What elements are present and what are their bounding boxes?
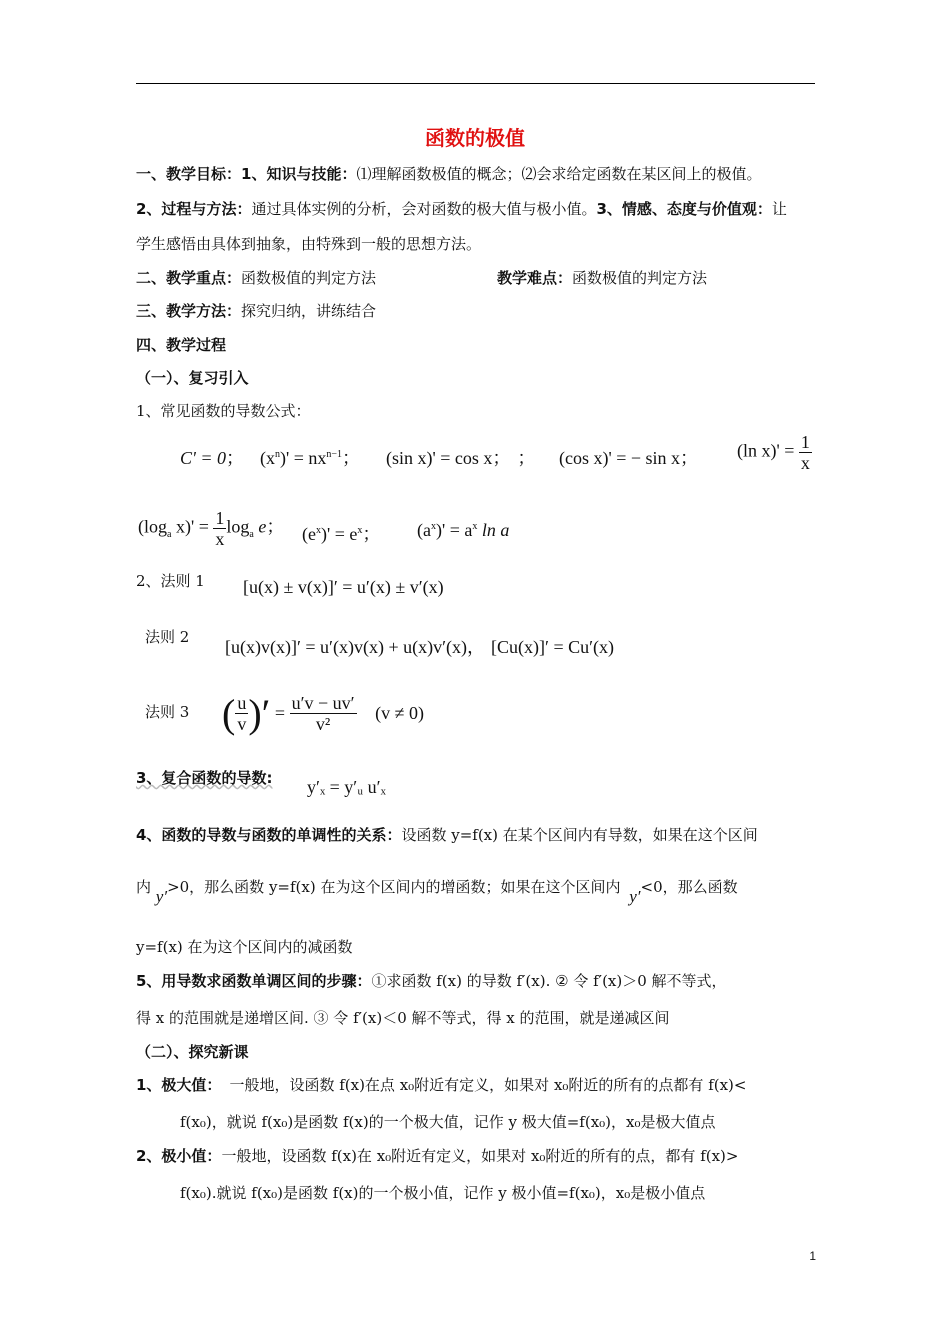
ax-exponent: x [430,521,436,532]
goals-heading: 一、教学目标： [136,165,242,183]
steps-heading: 5、用导数求函数单调区间的步骤： [136,972,372,990]
formula-power [260,444,360,470]
page-number: 1 [809,1249,816,1263]
minimum-text-1: 一般地，设函数 f(x)在 x₀附近有定义，如果对 x₀附近的所有的点，都有 f(x)> [221,1147,739,1165]
monotonic-text-2b: >0，那么函数 y=f(x) 在为这个区间内的增函数；如果在这个区间内 [167,878,621,896]
monotonic-line-1 [136,824,758,845]
log-rhs: log [226,516,250,537]
minimum-line-1 [136,1145,738,1166]
log-rhs-e: e [258,516,267,537]
power-lhs: (x [260,448,275,468]
formula-ln [737,432,812,473]
monotonic-text-2c: <0，那么函数 [640,878,738,896]
goals-knowledge-label: 1、知识与技能： [241,165,357,183]
monotonic-line-3: y=f(x) 在为这个区间内的减函数 [136,938,353,956]
goals-emotion-text: 让 [771,200,787,218]
steps-line-1 [136,970,727,991]
monotonic-text-1: 设函数 y=f(x) 在某个区间内有导数，如果在这个区间 [401,826,758,844]
goals-process-text: 通过具体实例的分析，会对函数的极大值与极小值。 [251,200,597,218]
goals-process-label: 2、过程与方法： [136,200,252,218]
constant-multiple-rule: [Cu(x)]′ = Cu′(x) [491,637,615,657]
header-rule [136,83,815,84]
goals-knowledge-text: ⑴理解函数极值的概念；⑵会求给定函数在某区间上的极值。 [356,165,762,183]
maximum-text-1: 一般地，设函数 f(x)在点 x₀附近有定义，如果对 x₀附近的所有的点都有 f(x)< [229,1076,747,1094]
power-exponent: n [275,449,280,460]
power-rhs: )' = nx [280,448,327,468]
y-prime: y′ [629,887,641,906]
fraction-numerator: u′v − uv′ [291,693,355,713]
formula-exp [302,520,380,546]
maximum-line-1 [136,1074,746,1095]
derivative-formulas-heading: 1、常见函数的导数公式： [136,402,311,420]
separator: ； [266,516,285,537]
key-points-text: 函数极值的判定方法 [241,269,377,287]
minimum-heading: 2、极小值： [136,1147,222,1165]
composite-expression: y′ₓ = y′ᵤ u′ₓ [307,777,386,797]
fraction-denominator: v [237,714,247,734]
log-lhs: (log [138,516,167,537]
rule3-label: 法则 3 [145,703,190,721]
steps-line-2: 得 x 的范围就是递增区间. ③ 令 f′(x)＜0 解不等式，得 x 的范围，就是递减区间 [136,1009,670,1027]
separator: ； [342,448,361,468]
separator: ； [362,524,381,544]
y-prime: y′ [155,887,168,906]
difficulty-text: 函数极值的判定方法 [572,269,708,287]
difficulty-line [497,267,707,288]
monotonic-heading: 4、函数的导数与函数的单调性的关系： [136,826,402,844]
exp-rhs: )' = e [320,524,358,544]
log-rhs-base: a [249,529,254,541]
review-heading: （一）、复习引入 [136,369,249,387]
rule2-expression [225,633,614,659]
exp-lhs: (e [302,524,316,544]
monotonic-line-2 [136,876,738,906]
rule1-expression: [u(x) ± v(x)]′ = u′(x) ± v′(x) [243,577,444,597]
minimum-line-2: f(x₀).就说 f(x₀)是函数 f(x)的一个极小值，记作 y 极小值=f(x₀)，x₀是极小值点 [180,1184,706,1202]
right-paren: )′ [248,691,271,736]
key-points-line [136,267,376,288]
exp-exponent: x [315,525,321,536]
fraction-numerator: u [237,693,247,713]
process-heading: 四、教学过程 [136,336,227,354]
goals-line-2 [136,198,787,219]
formula-cos [559,444,698,470]
separator: ； [492,448,502,468]
ax-lhs: (a [417,520,431,540]
composite-heading: 3、复合函数的导数: [136,769,273,787]
log-lhs-rest: x)' = [171,516,209,537]
ax-ln: ln a [481,520,510,540]
separator: ， [467,637,486,657]
steps-text-1: ①求函数 f(x) 的导数 f′(x). ② 令 f′(x)＞0 解不等式， [371,972,727,990]
formula-constant-text: C' = 0 [180,448,227,468]
fraction-numerator: 1 [800,432,810,452]
fraction-1-over-x [799,432,812,473]
goals-line-1 [136,163,761,184]
quotient-fraction [290,693,357,734]
formula-cos-text: (cos x)' = − sin x [559,448,681,468]
fraction-denominator: v² [315,714,331,734]
key-points-label: 二、教学重点： [136,269,242,287]
power-rhs-exponent: n−1 [326,449,343,460]
difficulty-label: 教学难点： [497,269,573,287]
formula-constant [180,444,244,470]
goals-line-3: 学生感悟由具体到抽象，由特殊到一般的思想方法。 [136,235,482,253]
formula-ax [417,520,509,541]
monotonic-text-2a: 内 [136,878,152,896]
formula-sin-text: (sin x)' = cos x [386,448,493,468]
explore-heading: （二）、探究新课 [136,1043,249,1061]
ax-rhs-exponent: x [472,521,478,532]
fraction-u-over-v [235,693,248,734]
maximum-heading: 1、极大值： [136,1076,222,1094]
fraction-denominator: x [215,529,225,549]
maximum-line-2: f(x₀)，就说 f(x₀)是函数 f(x)的一个极大值，记作 y 极大值=f(x₀)，x₀是极大值点 [180,1113,716,1131]
method-text: 探究归纳，讲练结合 [241,302,377,320]
product-rule: [u(x)v(x)]′ = u′(x)v(x) + u(x)v′(x) [225,637,468,657]
separator: ； [517,448,536,468]
separator: ； [226,448,245,468]
fraction-numerator: 1 [215,508,225,528]
condition: (v ≠ 0) [375,703,424,723]
exp-rhs-exponent: x [357,525,363,536]
left-paren: ( [222,691,236,736]
goals-emotion-label: 3、情感、态度与价值观： [596,200,772,218]
formula-ln-lhs: (ln x)' = [737,440,795,461]
rule2-label: 法则 2 [145,628,190,646]
formula-sin [386,444,535,470]
method-line [136,300,376,321]
method-label: 三、教学方法： [136,302,242,320]
rule1-label: 2、法则 1 [136,572,205,590]
fraction-1-over-x [213,508,226,549]
formula-log [138,508,284,549]
ax-rhs: )' = a [435,520,473,540]
log-base: a [167,529,172,541]
fraction-denominator: x [800,453,810,473]
separator: ； [680,448,699,468]
page-title: 函数的极值 [425,126,525,150]
rule3-expression: ( $\frac{u}{v}$ )′ = $\frac{u'v - uv'}{\text{v²}}$ (v ≠ 0) [222,691,424,736]
